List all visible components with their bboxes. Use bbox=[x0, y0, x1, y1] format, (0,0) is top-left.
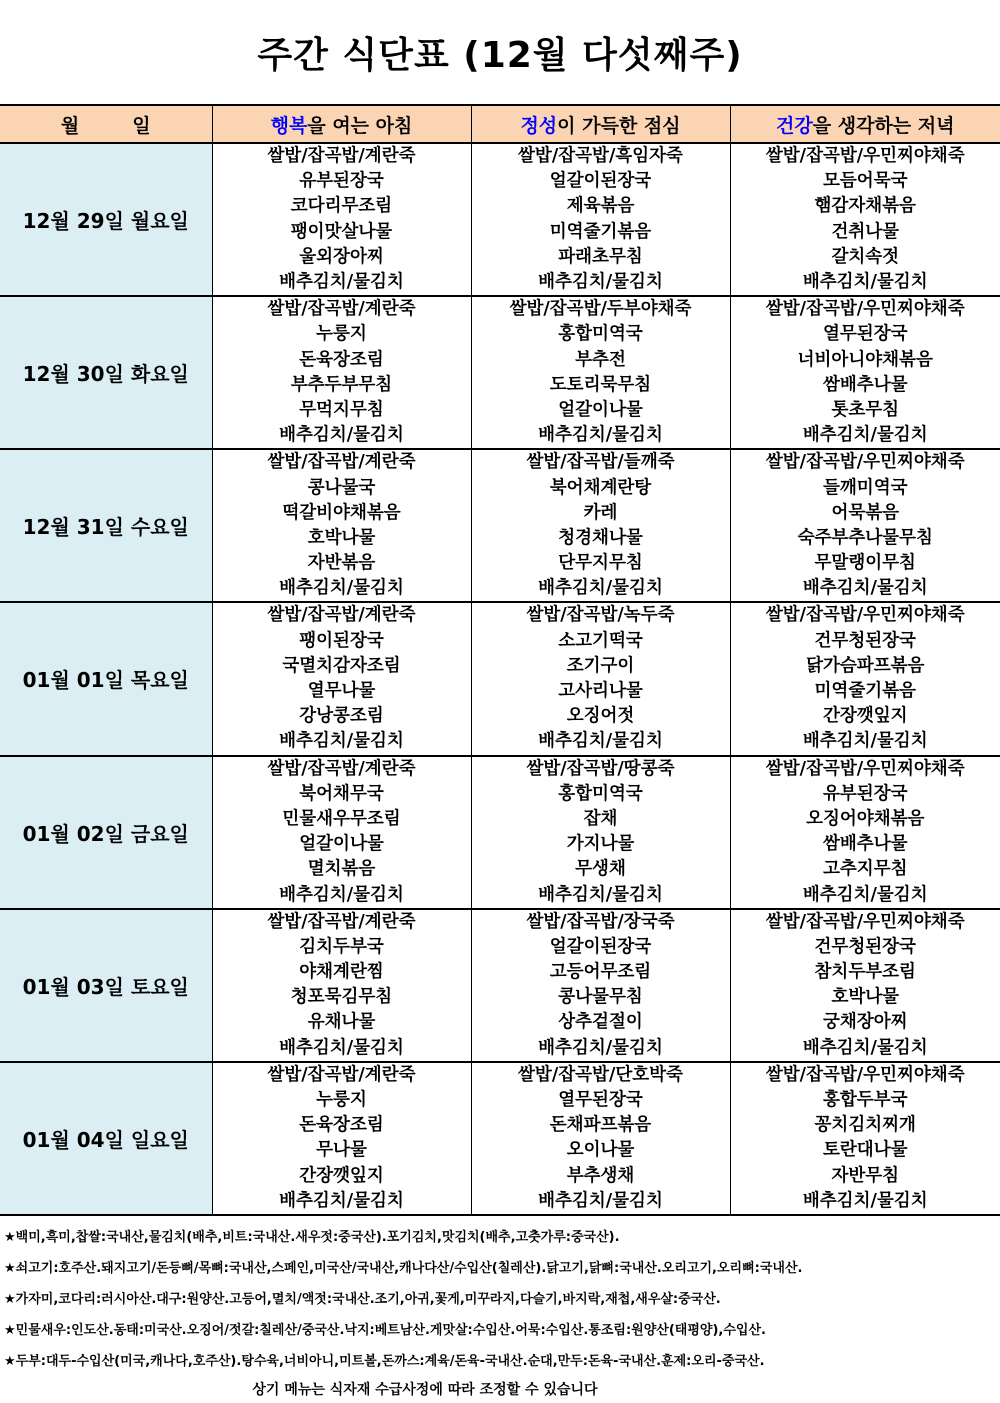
breakfast-item: 민물새우무조림 bbox=[212, 807, 471, 832]
dinner-item: 궁채장아찌 bbox=[822, 1012, 908, 1033]
dinner-item: 토란대나물 bbox=[822, 1140, 908, 1161]
breakfast-item: 호박나물 bbox=[212, 526, 471, 551]
dinner-item: 숙주부추나물무침 bbox=[797, 527, 933, 548]
lunch-item: 쌀밥/잡곡밥/장국죽 bbox=[471, 909, 730, 935]
lunch-item: 열무된장국 bbox=[471, 1088, 730, 1113]
dinner-item: 오징어야채볶음 bbox=[806, 808, 925, 829]
lunch-item: 부추전 bbox=[471, 348, 730, 373]
lunch-item: 소고기떡국 bbox=[471, 629, 730, 654]
lunch-item: 고사리나물 bbox=[471, 679, 730, 704]
dinner-item: 홍합두부국 bbox=[822, 1090, 908, 1111]
breakfast-item: 배추김치/물김치 bbox=[212, 1189, 471, 1215]
dinner-item: 건무청된장국 bbox=[814, 936, 916, 957]
breakfast-item: 콩나물국 bbox=[212, 475, 471, 500]
dinner-item: 톳초무침 bbox=[831, 399, 900, 420]
breakfast-item: 무먹지무침 bbox=[212, 398, 471, 423]
breakfast-item: 떡갈비야채볶음 bbox=[212, 501, 471, 526]
lunch-item: 쌀밥/잡곡밥/흑임자죽 bbox=[471, 143, 730, 169]
menu-row bbox=[0, 449, 1000, 475]
lunch-item: 쌀밥/잡곡밥/땅콩죽 bbox=[471, 756, 730, 782]
dinner-item: 배추김치/물김치 bbox=[730, 270, 1000, 296]
breakfast-item: 쌀밥/잡곡밥/계란죽 bbox=[212, 143, 471, 169]
origin-note: ★백미,흑미,찹쌀:국내산,물김치(배추,비트:국내산.새우젓:중국산).포기김치,맛김치(배추,고춧가루:중국산). bbox=[4, 1229, 620, 1245]
origin-notes bbox=[0, 1216, 1000, 1377]
breakfast-item: 배추김치/물김치 bbox=[212, 576, 471, 602]
breakfast-item: 강낭콩조림 bbox=[212, 704, 471, 729]
breakfast-item: 쌀밥/잡곡밥/계란죽 bbox=[212, 756, 471, 782]
breakfast-item: 팽이된장국 bbox=[212, 629, 471, 654]
header-lunch: 정성이 가득한 점심 bbox=[471, 105, 730, 143]
dinner-item: 모듬어묵국 bbox=[822, 171, 908, 192]
breakfast-item: 무나물 bbox=[212, 1138, 471, 1163]
dinner-item: 호박나물 bbox=[831, 987, 900, 1008]
dinner-item: 쌀밥/잡곡밥/우민찌야채죽 bbox=[765, 146, 965, 167]
lunch-item: 배추김치/물김치 bbox=[471, 423, 730, 449]
lunch-item: 북어채계란탕 bbox=[471, 475, 730, 500]
dinner-item: 어묵볶음 bbox=[831, 502, 900, 523]
dinner-item: 갈치속젓 bbox=[831, 246, 900, 267]
breakfast-item: 멸치볶음 bbox=[212, 857, 471, 882]
breakfast-item: 청포묵김무침 bbox=[212, 985, 471, 1010]
menu-row bbox=[0, 1062, 1000, 1088]
breakfast-item: 누룽지 bbox=[212, 1088, 471, 1113]
dinner-item: 들깨미역국 bbox=[822, 477, 908, 498]
header-row bbox=[0, 105, 1000, 143]
dinner-item: 배추김치/물김치 bbox=[730, 729, 1000, 755]
lunch-item: 파래초무침 bbox=[471, 245, 730, 270]
dinner-item: 쌀밥/잡곡밥/우민찌야채죽 bbox=[765, 452, 965, 473]
dinner-item: 쌈배추나물 bbox=[822, 374, 908, 395]
breakfast-item: 팽이맛살나물 bbox=[212, 220, 471, 245]
dinner-item: 유부된장국 bbox=[822, 783, 908, 804]
lunch-item: 돈채파프볶음 bbox=[471, 1113, 730, 1138]
lunch-item: 얼갈이된장국 bbox=[471, 169, 730, 194]
lunch-item: 제육볶음 bbox=[471, 194, 730, 219]
menu-table bbox=[0, 104, 1000, 1216]
day-date: 12월 31일 수요일 bbox=[0, 449, 212, 602]
dinner-item: 배추김치/물김치 bbox=[730, 423, 1000, 449]
breakfast-item: 유부된장국 bbox=[212, 169, 471, 194]
lunch-item: 얼갈이된장국 bbox=[471, 935, 730, 960]
lunch-item: 쌀밥/잡곡밥/단호박죽 bbox=[471, 1062, 730, 1088]
breakfast-item: 국멸치감자조림 bbox=[212, 654, 471, 679]
lunch-item: 쌀밥/잡곡밥/두부야채죽 bbox=[471, 296, 730, 322]
origin-note: ★쇠고기:호주산.돼지고기/돈등뼈/목뼈:국내산,스페인,미국산/국내산,캐나다산/수입산(칠레산).닭고기,닭뼈:국내산.오리고기,오리뼈:국내산. bbox=[4, 1260, 803, 1276]
lunch-item: 배추김치/물김치 bbox=[471, 576, 730, 602]
breakfast-item: 울외장아찌 bbox=[212, 245, 471, 270]
breakfast-item: 유채나물 bbox=[212, 1010, 471, 1035]
breakfast-item: 돈육장조림 bbox=[212, 348, 471, 373]
day-date: 01월 02일 금요일 bbox=[0, 756, 212, 909]
menu-row bbox=[0, 296, 1000, 322]
dinner-item: 쌀밥/잡곡밥/우민찌야채죽 bbox=[765, 758, 965, 779]
breakfast-item: 쌀밥/잡곡밥/계란죽 bbox=[212, 602, 471, 628]
dinner-item: 쌀밥/잡곡밥/우민찌야채죽 bbox=[765, 1064, 965, 1085]
lunch-item: 배추김치/물김치 bbox=[471, 729, 730, 755]
lunch-item: 배추김치/물김치 bbox=[471, 1036, 730, 1062]
lunch-item: 잡채 bbox=[471, 807, 730, 832]
day-date: 12월 30일 화요일 bbox=[0, 296, 212, 449]
dinner-item: 닭가슴파프볶음 bbox=[806, 655, 925, 676]
dinner-item: 건무청된장국 bbox=[814, 630, 916, 651]
dinner-item: 무말랭이무침 bbox=[814, 553, 916, 574]
breakfast-item: 쌀밥/잡곡밥/계란죽 bbox=[212, 449, 471, 475]
origin-note: ★민물새우:인도산.동태:미국산.오징어/젓갈:칠레산/중국산.낙지:베트남산.게맛살:수입산.어묵:수입산.통조림:원양산(태평양),수입산. bbox=[4, 1322, 766, 1338]
dinner-item: 열무된장국 bbox=[822, 324, 908, 345]
breakfast-item: 누룽지 bbox=[212, 322, 471, 347]
breakfast-item: 쌀밥/잡곡밥/계란죽 bbox=[212, 909, 471, 935]
breakfast-item: 쌀밥/잡곡밥/계란죽 bbox=[212, 1062, 471, 1088]
day-date: 01월 03일 토요일 bbox=[0, 909, 212, 1062]
breakfast-item: 배추김치/물김치 bbox=[212, 729, 471, 755]
breakfast-item: 배추김치/물김치 bbox=[212, 1036, 471, 1062]
lunch-item: 고등어무조림 bbox=[471, 960, 730, 985]
menu-row bbox=[0, 909, 1000, 935]
dinner-item: 고추지무침 bbox=[822, 859, 908, 880]
menu-row bbox=[0, 756, 1000, 782]
menu-row bbox=[0, 602, 1000, 628]
lunch-item: 미역줄기볶음 bbox=[471, 220, 730, 245]
lunch-item: 조기구이 bbox=[471, 654, 730, 679]
dinner-item: 참치두부조림 bbox=[814, 962, 916, 983]
lunch-item: 배추김치/물김치 bbox=[471, 270, 730, 296]
lunch-item: 배추김치/물김치 bbox=[471, 1189, 730, 1215]
day-date: 01월 04일 일요일 bbox=[0, 1062, 212, 1215]
dinner-item: 쌀밥/잡곡밥/우민찌야채죽 bbox=[765, 605, 965, 626]
dinner-item: 햄감자채볶음 bbox=[814, 196, 916, 217]
dinner-item: 쌈배추나물 bbox=[822, 834, 908, 855]
lunch-item: 홍합미역국 bbox=[471, 782, 730, 807]
breakfast-item: 코다리무조림 bbox=[212, 194, 471, 219]
breakfast-item: 돈육장조림 bbox=[212, 1113, 471, 1138]
dinner-item: 미역줄기볶음 bbox=[814, 681, 916, 702]
breakfast-item: 자반볶음 bbox=[212, 551, 471, 576]
dinner-item: 배추김치/물김치 bbox=[730, 576, 1000, 602]
lunch-item: 쌀밥/잡곡밥/녹두죽 bbox=[471, 602, 730, 628]
breakfast-item: 김치두부국 bbox=[212, 935, 471, 960]
breakfast-item: 배추김치/물김치 bbox=[212, 423, 471, 449]
breakfast-item: 부추두부무침 bbox=[212, 373, 471, 398]
header-breakfast: 행복을 여는 아침 bbox=[212, 105, 471, 143]
dinner-item: 배추김치/물김치 bbox=[730, 882, 1000, 908]
lunch-item: 청경채나물 bbox=[471, 526, 730, 551]
lunch-item: 홍합미역국 bbox=[471, 322, 730, 347]
dinner-item: 쌀밥/잡곡밥/우민찌야채죽 bbox=[765, 911, 965, 932]
dinner-item: 배추김치/물김치 bbox=[730, 1189, 1000, 1215]
dinner-item: 배추김치/물김치 bbox=[730, 1036, 1000, 1062]
breakfast-item: 북어채무국 bbox=[212, 782, 471, 807]
breakfast-item: 배추김치/물김치 bbox=[212, 270, 471, 296]
dinner-item: 건취나물 bbox=[831, 221, 900, 242]
lunch-item: 단무지무침 bbox=[471, 551, 730, 576]
dinner-item: 너비아니야채볶음 bbox=[797, 349, 933, 370]
origin-note: ★가자미,코다리:러시아산.대구:원양산.고등어,멸치/액젓:국내산.조기,아귀,꽃게,미꾸라지,다슬기,바지락,재첩,새우살:중국산. bbox=[4, 1291, 721, 1307]
lunch-item: 카레 bbox=[471, 501, 730, 526]
breakfast-item: 배추김치/물김치 bbox=[212, 882, 471, 908]
lunch-item: 쌀밥/잡곡밥/들깨죽 bbox=[471, 449, 730, 475]
day-date: 01월 01일 목요일 bbox=[0, 602, 212, 755]
breakfast-item: 간장깻잎지 bbox=[212, 1164, 471, 1189]
footer-note: 상기 메뉴는 식자재 수급사정에 따라 조정할 수 있습니다 bbox=[252, 1381, 598, 1398]
page-title: 주간 식단표 (12월 다섯째주) bbox=[257, 34, 743, 76]
menu-row bbox=[0, 143, 1000, 169]
breakfast-item: 얼갈이나물 bbox=[212, 832, 471, 857]
day-date: 12월 29일 월요일 bbox=[0, 143, 212, 296]
lunch-item: 배추김치/물김치 bbox=[471, 882, 730, 908]
lunch-item: 상추겉절이 bbox=[471, 1010, 730, 1035]
dinner-item: 간장깻잎지 bbox=[822, 706, 908, 727]
breakfast-item: 야채계란찜 bbox=[212, 960, 471, 985]
lunch-item: 콩나물무침 bbox=[471, 985, 730, 1010]
lunch-item: 부추생채 bbox=[471, 1164, 730, 1189]
lunch-item: 얼갈이나물 bbox=[471, 398, 730, 423]
dinner-item: 쌀밥/잡곡밥/우민찌야채죽 bbox=[765, 299, 965, 320]
breakfast-item: 쌀밥/잡곡밥/계란죽 bbox=[212, 296, 471, 322]
origin-note: ★두부:대두-수입산(미국,캐나다,호주산).탕수육,너비아니,미트볼,돈까스:계육/돈육-국내산.순대,만두:돈육-국내산.훈제:오리-중국산. bbox=[4, 1353, 765, 1369]
lunch-item: 가지나물 bbox=[471, 832, 730, 857]
dinner-item: 자반무침 bbox=[831, 1165, 900, 1186]
header-day: 월 일 bbox=[0, 105, 212, 143]
header-dinner: 건강을 생각하는 저녁 bbox=[730, 105, 1000, 143]
dinner-item: 꽁치김치찌개 bbox=[814, 1115, 916, 1136]
breakfast-item: 열무나물 bbox=[212, 679, 471, 704]
lunch-item: 오징어젓 bbox=[471, 704, 730, 729]
lunch-item: 무생채 bbox=[471, 857, 730, 882]
lunch-item: 오이나물 bbox=[471, 1138, 730, 1163]
lunch-item: 도토리묵무침 bbox=[471, 373, 730, 398]
